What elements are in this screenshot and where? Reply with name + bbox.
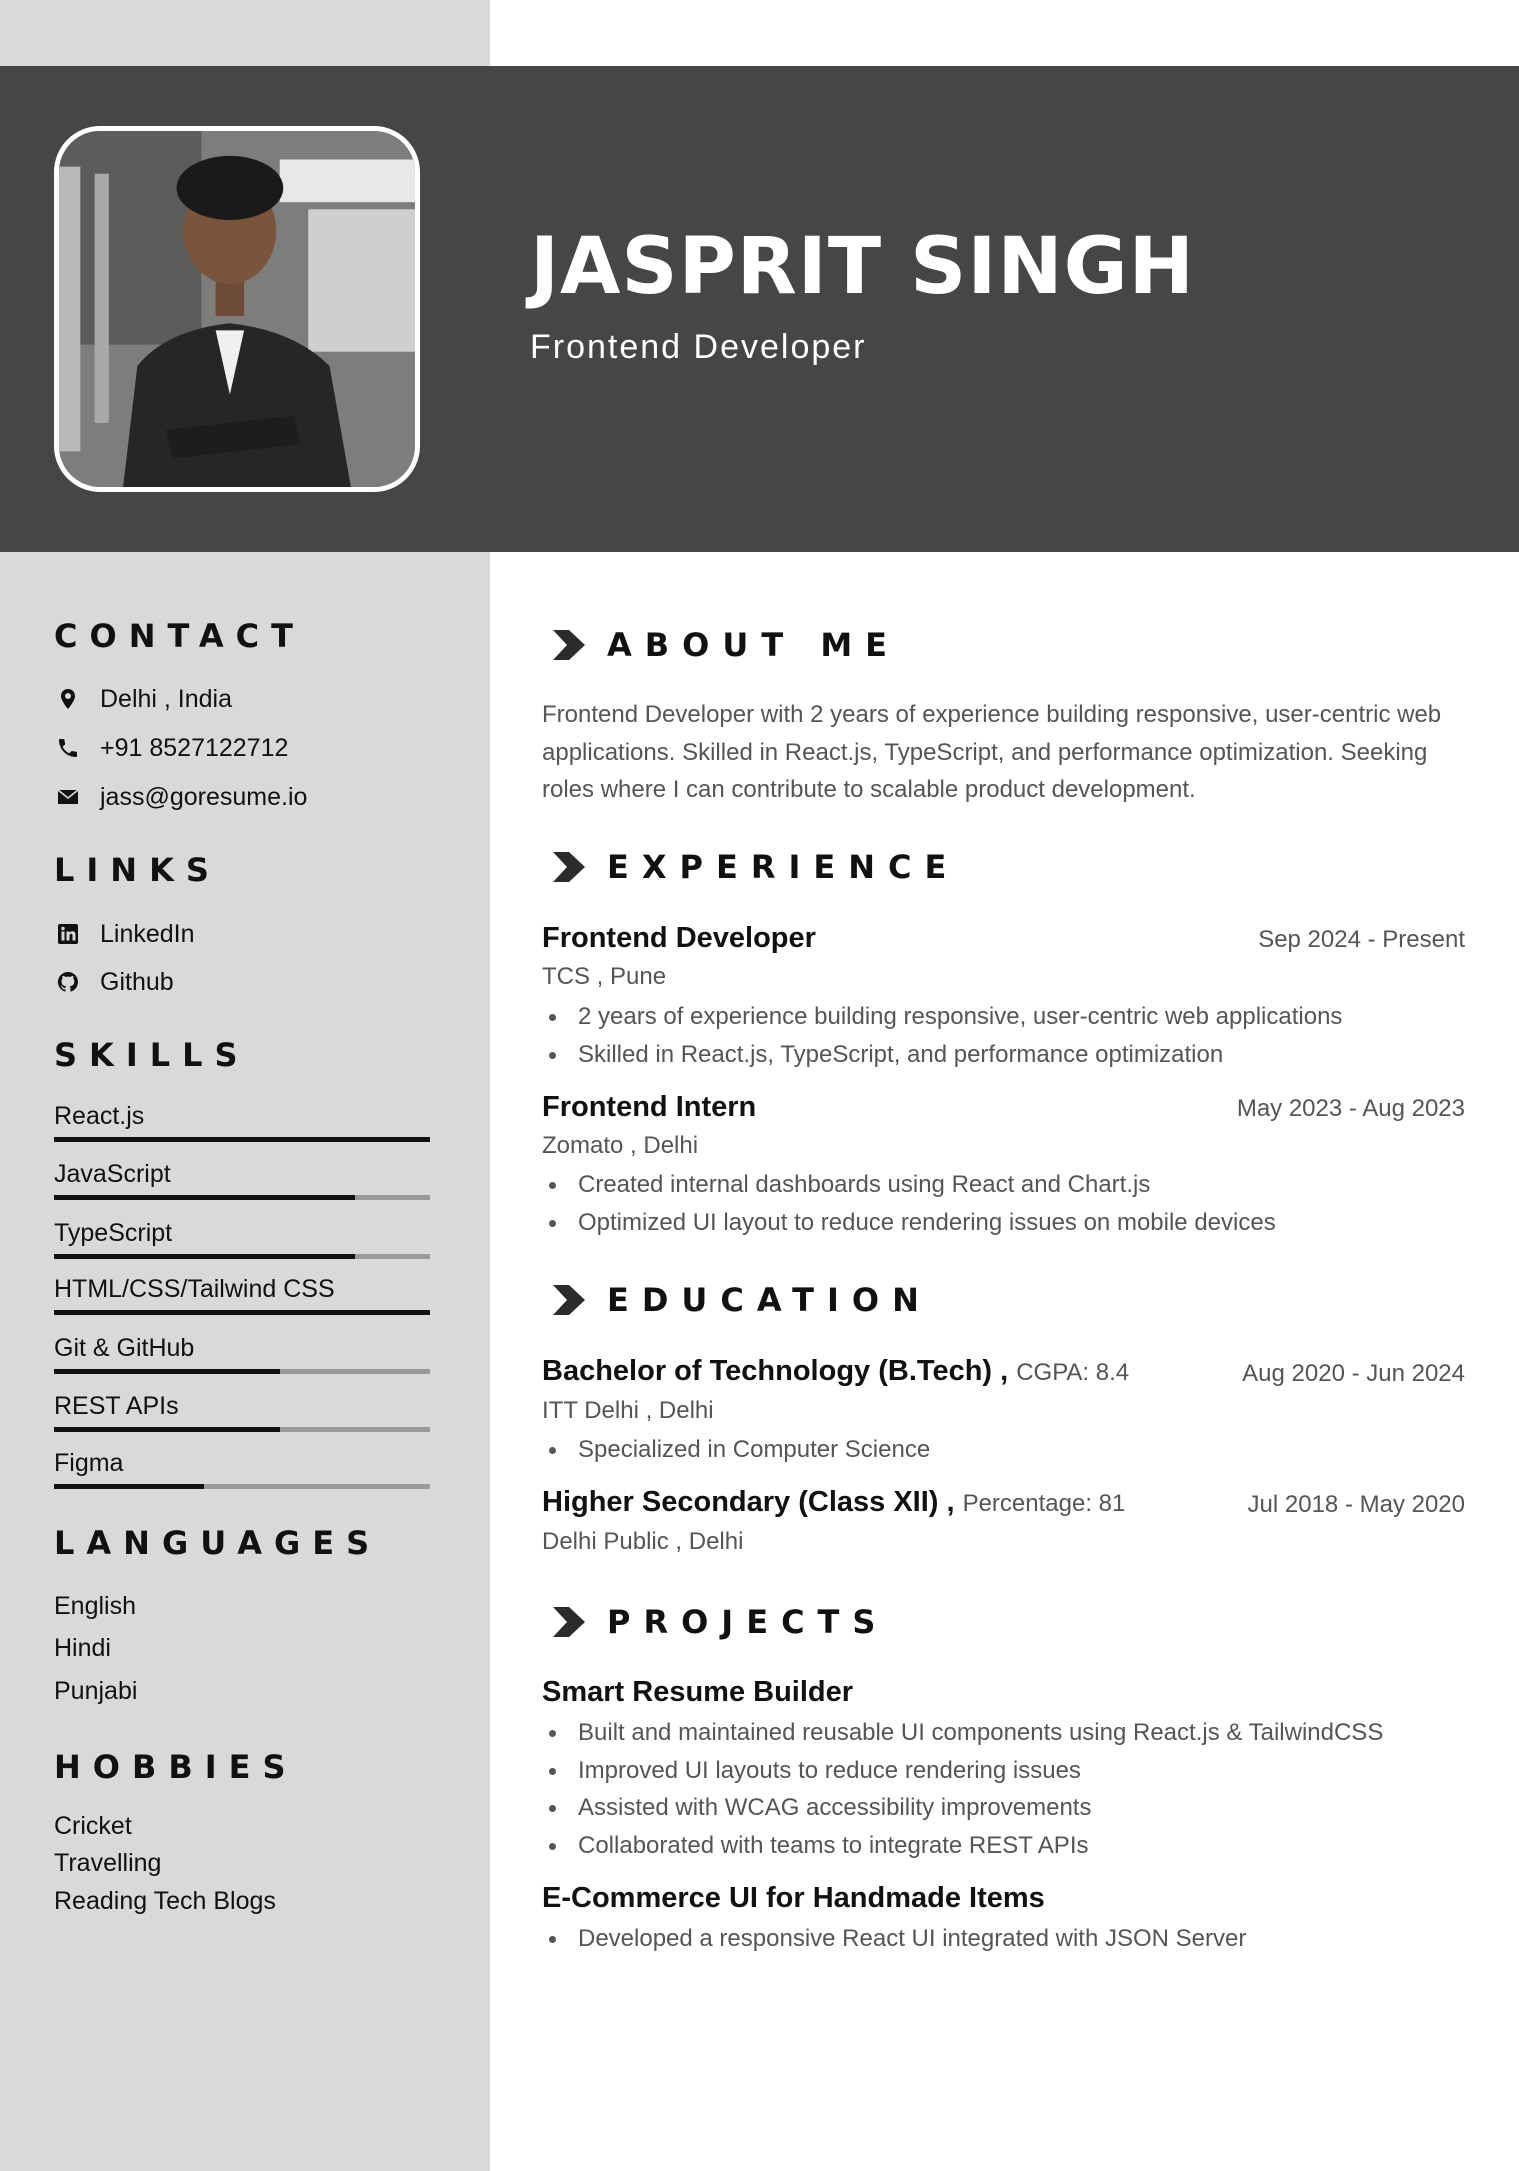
experience-date: May 2023 - Aug 2023 [1236,1095,1465,1122]
skill-level-bar [54,1484,430,1489]
skill-level-bar [54,1310,430,1315]
list-item: Improved UI layouts to reduce rendering issues [542,1752,1383,1790]
skill-level-bar [54,1254,430,1259]
github-label: Github [100,967,174,996]
skill-label: Figma [54,1449,124,1477]
location-pin-icon [54,685,82,713]
language-item: Hindi [54,1634,111,1662]
link-github[interactable] [54,965,174,999]
list-item: Developed a responsive React UI integrated with JSON Server [542,1920,1246,1958]
education-title [542,1355,1129,1388]
linkedin-label: LinkedIn [100,919,195,948]
education-heading: EDUCATION [607,1281,932,1319]
list-item: Skilled in React.js, TypeScript, and performance optimization [542,1036,1342,1074]
skill-level-fill [54,1195,355,1200]
candidate-name: JASPRIT SINGH [530,222,1195,312]
experience-bullets [542,998,1342,1073]
language-item: Punjabi [54,1677,138,1705]
list-item: Created internal dashboards using React and Chart.js [542,1166,1276,1204]
links-heading: LINKS [54,851,221,889]
about-heading: ABOUT ME [607,626,901,664]
skill-label: JavaScript [54,1160,171,1188]
contact-location [54,682,232,716]
about-text: Frontend Developer with 2 years of experience building responsive, user-centric web applications. Skilled in React.js, TypeScript, and performance optimization. Seeking roles where I can contribute to scalable product development. [542,701,1442,803]
experience-title: Frontend Intern [542,1091,757,1123]
experience-title: Frontend Developer [542,922,816,954]
experience-bullets [542,1166,1276,1241]
degree-name: Bachelor of Technology (B.Tech) , [542,1355,1009,1387]
profile-photo [54,126,420,492]
email-link[interactable]: jass@goresume.io [100,782,308,811]
experience-org: TCS , Pune [542,963,667,990]
github-icon [54,968,82,996]
chevron-right-icon [553,852,585,882]
skill-label: REST APIs [54,1392,179,1420]
skill-level-fill [54,1310,430,1315]
hobbies-heading: HOBBIES [54,1748,298,1786]
contact-heading: CONTACT [54,617,305,655]
education-score: Percentage: 81 [962,1490,1126,1517]
skill-level-fill [54,1369,280,1374]
education-org: ITT Delhi , Delhi [542,1397,714,1424]
skill-level-bar [54,1427,430,1432]
hobby-item: Cricket [54,1812,132,1840]
hobby-item: Reading Tech Blogs [54,1887,276,1915]
skill-level-fill [54,1254,355,1259]
skill-level-fill [54,1137,430,1142]
language-item: English [54,1592,136,1620]
projects-heading: PROJECTS [607,1603,889,1641]
skill-level-fill [54,1427,280,1432]
list-item: 2 years of experience building responsive, user-centric web applications [542,998,1342,1036]
list-item: Optimized UI layout to reduce rendering issues on mobile devices [542,1204,1276,1242]
linkedin-icon [54,920,82,948]
candidate-title: Frontend Developer [530,328,867,366]
skill-level-fill [54,1484,204,1489]
degree-name: Higher Secondary (Class XII) , [542,1486,955,1518]
list-item: Specialized in Computer Science [542,1431,930,1469]
hobby-item: Travelling [54,1849,162,1877]
chevron-right-icon [553,1607,585,1637]
experience-date: Sep 2024 - Present [1258,926,1465,953]
education-date: Aug 2020 - Jun 2024 [1242,1360,1465,1387]
list-item: Collaborated with teams to integrate REST APIs [542,1827,1383,1865]
project-title: E-Commerce UI for Handmade Items [542,1882,1045,1914]
skill-label: HTML/CSS/Tailwind CSS [54,1275,335,1303]
list-item: Assisted with WCAG accessibility improvements [542,1789,1383,1827]
skill-level-bar [54,1369,430,1374]
contact-email [54,780,307,814]
skill-label: TypeScript [54,1219,173,1247]
education-score: CGPA: 8.4 [1016,1359,1130,1386]
phone-icon [54,734,82,762]
location-text: Delhi , India [100,684,233,713]
envelope-icon [54,783,82,811]
education-date: Jul 2018 - May 2020 [1247,1491,1465,1518]
skill-label: Git & GitHub [54,1334,195,1362]
chevron-right-icon [553,630,585,660]
skill-level-bar [54,1137,430,1142]
education-bullets [542,1431,930,1469]
skill-level-bar [54,1195,430,1200]
project-bullets [542,1920,1246,1958]
contact-phone [54,731,288,765]
skill-label: React.js [54,1102,145,1130]
skills-heading: SKILLS [54,1036,250,1074]
education-title [542,1486,1125,1519]
chevron-right-icon [553,1285,585,1315]
education-org: Delhi Public , Delhi [542,1528,744,1555]
languages-heading: LANGUAGES [54,1524,382,1562]
list-item: Built and maintained reusable UI components using React.js & TailwindCSS [542,1714,1383,1752]
project-bullets [542,1714,1383,1864]
project-title: Smart Resume Builder [542,1676,854,1708]
phone-text: +91 8527122712 [100,733,289,762]
experience-org: Zomato , Delhi [542,1132,699,1159]
link-linkedin[interactable] [54,917,195,951]
experience-heading: EXPERIENCE [607,848,960,886]
